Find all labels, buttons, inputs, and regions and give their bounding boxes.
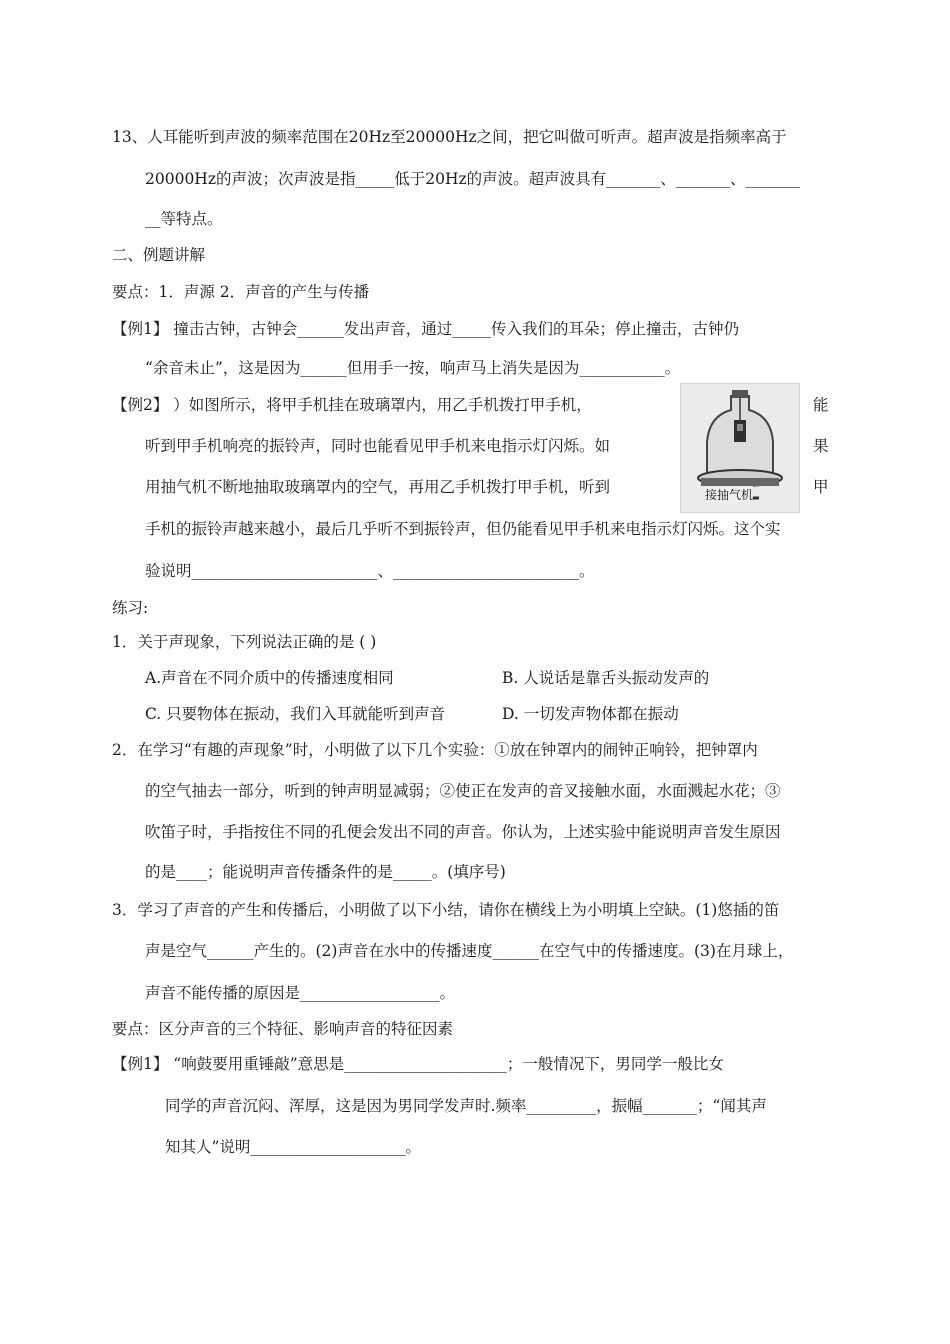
pump-label: 接抽气机 bbox=[705, 488, 754, 502]
q1-option-b: B. 人说话是靠舌头振动发声的 bbox=[502, 669, 710, 687]
example-3-line-1: 【例1】 “响鼓要用重锤敲”意思是_____________________；一般情况下，男同学一般比女 bbox=[112, 1055, 724, 1073]
q13-line-1: 13、人耳能听到声波的频率范围在20Hz至20000Hz之间，把它叫做可听声。超声波是指频率高于 bbox=[112, 128, 787, 146]
q1-option-c: C. 只要物体在振动，我们入耳就能听到声音 bbox=[145, 705, 446, 723]
example-1-line-2: “余音未止”，这是因为______但用手一按，响声马上消失是因为___________。 bbox=[145, 359, 681, 377]
example-3-line-2: 同学的声音沉闷、浑厚，这是因为男同学发声时.频率_________，振幅_______；“闻其声 bbox=[165, 1097, 767, 1115]
example-2-line-5: 验说明________________________、________________________。 bbox=[145, 562, 595, 580]
q1-option-d: D. 一切发声物体都在振动 bbox=[502, 705, 679, 723]
example-2-wrap-2: 果 bbox=[813, 437, 829, 455]
example-2-line-2: 听到甲手机响亮的振铃声，同时也能看见甲手机来电指示灯闪烁。如 bbox=[145, 437, 611, 455]
q2-line-1: 2．在学习“有趣的声现象”时，小明做了以下几个实验：①放在钟罩内的闹钟正响铃，把钟罩内 bbox=[112, 741, 758, 759]
example-1-line-1: 【例1】 撞击古钟，古钟会______发出声音，通过_____传入我们的耳朵；停止撞击，古钟仍 bbox=[112, 320, 740, 338]
q2-line-2: 的空气抽去一部分，听到的钟声明显减弱；②使正在发声的音叉接触水面，水面溅起水花；③ bbox=[145, 782, 781, 800]
q13-line-3: __等特点。 bbox=[145, 210, 223, 228]
example-3-line-3: 知其人”说明____________________。 bbox=[165, 1138, 421, 1156]
example-2-wrap-3: 甲 bbox=[813, 478, 829, 496]
q3-line-1: 3．学习了声音的产生和传播后，小明做了以下小结，请你在横线上为小明填上空缺。(1)悠插的笛 bbox=[112, 901, 780, 919]
example-2-line-4: 手机的振铃声越来越小，最后几乎听不到振铃声，但仍能看见甲手机来电指示灯闪烁。这个实 bbox=[145, 520, 781, 538]
q2-line-4: 的是____；能说明声音传播条件的是_____。(填序号) bbox=[145, 863, 506, 881]
key-point-1: 要点：1．声源 2．声音的产生与传播 bbox=[112, 283, 370, 301]
example-2-line-3: 用抽气机不断地抽取玻璃罩内的空气，再用乙手机拨打甲手机，听到 bbox=[145, 478, 611, 496]
q13-line-2: 20000Hz的声波；次声波是指_____低于20Hz的声波。超声波具有_______、_______、_______ bbox=[145, 170, 800, 188]
practice-heading: 练习: bbox=[112, 599, 149, 617]
q2-line-3: 吹笛子时，手指按住不同的孔便会发出不同的声音。你认为，上述实验中能说明声音发生原因 bbox=[145, 823, 781, 841]
q3-line-3: 声音不能传播的原因是__________________。 bbox=[145, 984, 456, 1002]
q1-option-a: A.声音在不同介质中的传播速度相同 bbox=[145, 669, 394, 687]
example-2-wrap-1: 能 bbox=[813, 396, 829, 414]
section-heading: 二、例题讲解 bbox=[112, 246, 206, 264]
bell-jar-figure bbox=[680, 383, 800, 513]
example-2-line-1: 【例2】 ）如图所示，将甲手机挂在玻璃罩内，用乙手机拨打甲手机， bbox=[112, 396, 592, 414]
q1-stem: 1．关于声现象，下列说法正确的是 ( ) bbox=[112, 633, 377, 651]
q3-line-2: 声是空气______产生的。(2)声音在水中的传播速度______在空气中的传播速度。(3)在月球上， bbox=[145, 942, 794, 960]
key-point-2: 要点：区分声音的三个特征、影响声音的特征因素 bbox=[112, 1020, 454, 1038]
